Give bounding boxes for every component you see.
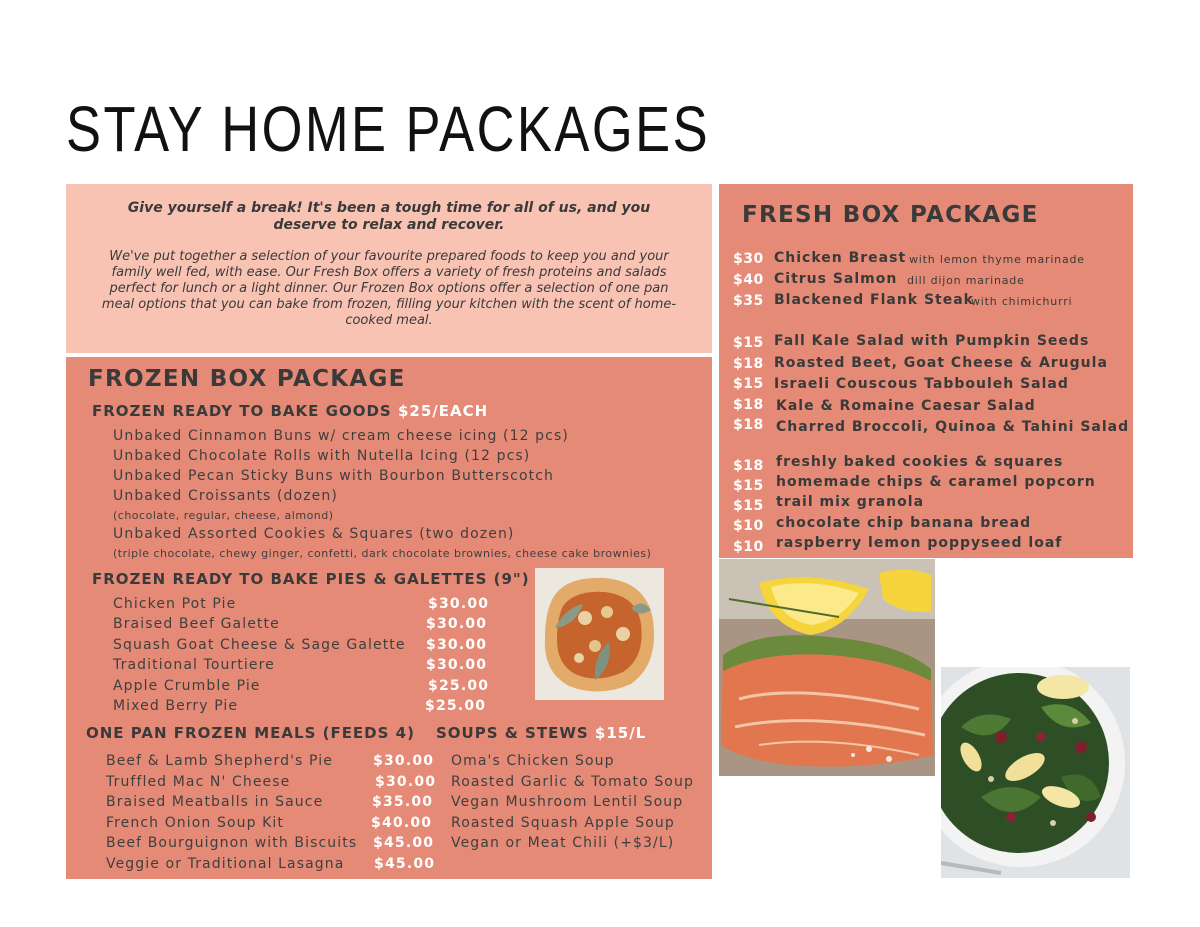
salad-price: $18 bbox=[733, 397, 764, 413]
salmon-illustration bbox=[719, 559, 935, 776]
meal-item-name: Beef & Lamb Shepherd's Pie bbox=[106, 753, 333, 769]
pie-item-price: $30.00 bbox=[428, 596, 490, 612]
bake-goods-heading bbox=[92, 402, 488, 420]
bake-goods-title: FROZEN READY TO BAKE GOODS bbox=[92, 402, 392, 420]
bake-goods-item: Unbaked Assorted Cookies & Squares (two dozen) bbox=[113, 526, 515, 542]
salad-name: Charred Broccoli, Quinoa & Tahini Salad bbox=[776, 419, 1130, 435]
salad-illustration bbox=[941, 667, 1130, 878]
soup-item: Vegan or Meat Chili (+$3/L) bbox=[451, 835, 675, 851]
meals-heading: ONE PAN FROZEN MEALS (FEEDS 4) bbox=[86, 724, 415, 742]
protein-price: $40 bbox=[733, 272, 764, 288]
intro-body: We've put together a selection of your favourite prepared foods to keep you and your family well fed, with ease. Our Fresh Box offers a variety of fresh proteins and salads perfect for lunch or a light dinner. Our Frozen Box options offer a selection of one pan meal options that you can bake from frozen, filling your kitchen with the scent of home-cooked meal. bbox=[101, 249, 677, 328]
snack-name: chocolate chip banana bread bbox=[776, 515, 1032, 531]
pie-item-price: $30.00 bbox=[426, 657, 488, 673]
meal-item-name: French Onion Soup Kit bbox=[106, 815, 284, 831]
galette-illustration bbox=[535, 568, 664, 700]
protein-name: Chicken Breast bbox=[774, 250, 907, 266]
bake-goods-item: Unbaked Croissants (dozen) bbox=[113, 488, 338, 504]
soup-item: Oma's Chicken Soup bbox=[451, 753, 615, 769]
soups-title: SOUPS & STEWS bbox=[436, 724, 589, 742]
intro-headline: Give yourself a break! It's been a tough time for all of us, and you deserve to relax and recover. bbox=[127, 200, 651, 233]
salad-name: Kale & Romaine Caesar Salad bbox=[776, 398, 1036, 414]
soups-price: $15/L bbox=[594, 724, 647, 742]
snack-name: raspberry lemon poppyseed loaf bbox=[776, 535, 1063, 551]
salad-price: $18 bbox=[733, 417, 764, 433]
pie-item-price: $30.00 bbox=[426, 637, 488, 653]
salad-name: Israeli Couscous Tabbouleh Salad bbox=[774, 376, 1069, 392]
snack-price: $10 bbox=[733, 539, 764, 555]
meal-item-name: Veggie or Traditional Lasagna bbox=[106, 856, 345, 872]
bake-goods-item: Unbaked Chocolate Rolls with Nutella Icing (12 pcs) bbox=[113, 448, 531, 464]
bake-goods-price: $25/EACH bbox=[397, 402, 489, 420]
meal-item-price: $40.00 bbox=[371, 815, 433, 831]
soups-heading bbox=[436, 724, 646, 742]
snack-price: $18 bbox=[733, 458, 764, 474]
protein-desc: with chimichurri bbox=[971, 295, 1073, 308]
salad-name: Fall Kale Salad with Pumpkin Seeds bbox=[774, 333, 1090, 349]
protein-price: $35 bbox=[733, 293, 764, 309]
frozen-box-title: FROZEN BOX PACKAGE bbox=[88, 366, 406, 392]
pie-item-price: $30.00 bbox=[426, 616, 488, 632]
bake-goods-item: Unbaked Pecan Sticky Buns with Bourbon Butterscotch bbox=[113, 468, 554, 484]
meal-item-price: $30.00 bbox=[375, 774, 437, 790]
pie-item-name: Squash Goat Cheese & Sage Galette bbox=[113, 637, 406, 653]
meal-item-price: $35.00 bbox=[372, 794, 434, 810]
meal-item-name: Truffled Mac N' Cheese bbox=[106, 774, 291, 790]
protein-desc: with lemon thyme marinade bbox=[909, 253, 1085, 266]
salad-price: $15 bbox=[733, 376, 764, 392]
snack-price: $15 bbox=[733, 498, 764, 514]
salad-price: $15 bbox=[733, 335, 764, 351]
snack-price: $10 bbox=[733, 518, 764, 534]
bake-goods-note: (chocolate, regular, cheese, almond) bbox=[113, 509, 334, 522]
salad-name: Roasted Beet, Goat Cheese & Arugula bbox=[774, 355, 1108, 371]
meal-item-name: Beef Bourguignon with Biscuits bbox=[106, 835, 358, 851]
fresh-box-panel bbox=[719, 184, 1133, 558]
pie-item-name: Mixed Berry Pie bbox=[113, 698, 239, 714]
protein-price: $30 bbox=[733, 251, 764, 267]
pie-item-name: Chicken Pot Pie bbox=[113, 596, 237, 612]
pie-item-price: $25.00 bbox=[428, 678, 490, 694]
intro-panel bbox=[66, 184, 712, 353]
protein-name: Blackened Flank Steak bbox=[774, 292, 974, 308]
pie-item-name: Braised Beef Galette bbox=[113, 616, 280, 632]
snack-name: trail mix granola bbox=[776, 494, 925, 510]
bake-goods-note: (triple chocolate, chewy ginger, confetti, dark chocolate brownies, cheese cake brownies) bbox=[113, 547, 652, 560]
pie-item-name: Apple Crumble Pie bbox=[113, 678, 261, 694]
galette-photo bbox=[535, 568, 664, 700]
salad-photo bbox=[941, 667, 1130, 878]
snack-name: homemade chips & caramel popcorn bbox=[776, 474, 1096, 490]
salad-price: $18 bbox=[733, 356, 764, 372]
protein-desc: dill dijon marinade bbox=[907, 274, 1025, 287]
soup-item: Roasted Squash Apple Soup bbox=[451, 815, 675, 831]
bake-goods-item: Unbaked Cinnamon Buns w/ cream cheese icing (12 pcs) bbox=[113, 428, 569, 444]
page-title: STAY HOME PACKAGES bbox=[66, 93, 711, 165]
protein-name: Citrus Salmon bbox=[774, 271, 898, 287]
pies-heading: FROZEN READY TO BAKE PIES & GALETTES (9") bbox=[92, 570, 530, 588]
snack-price: $15 bbox=[733, 478, 764, 494]
salmon-photo bbox=[719, 559, 935, 776]
pie-item-price: $25.00 bbox=[425, 698, 487, 714]
soup-item: Vegan Mushroom Lentil Soup bbox=[451, 794, 684, 810]
meal-item-price: $45.00 bbox=[374, 856, 436, 872]
meal-item-price: $30.00 bbox=[373, 753, 435, 769]
fresh-box-title: FRESH BOX PACKAGE bbox=[742, 202, 1039, 228]
pie-item-name: Traditional Tourtiere bbox=[113, 657, 275, 673]
soup-item: Roasted Garlic & Tomato Soup bbox=[451, 774, 694, 790]
meal-item-price: $45.00 bbox=[373, 835, 435, 851]
snack-name: freshly baked cookies & squares bbox=[776, 454, 1064, 470]
meal-item-name: Braised Meatballs in Sauce bbox=[106, 794, 324, 810]
